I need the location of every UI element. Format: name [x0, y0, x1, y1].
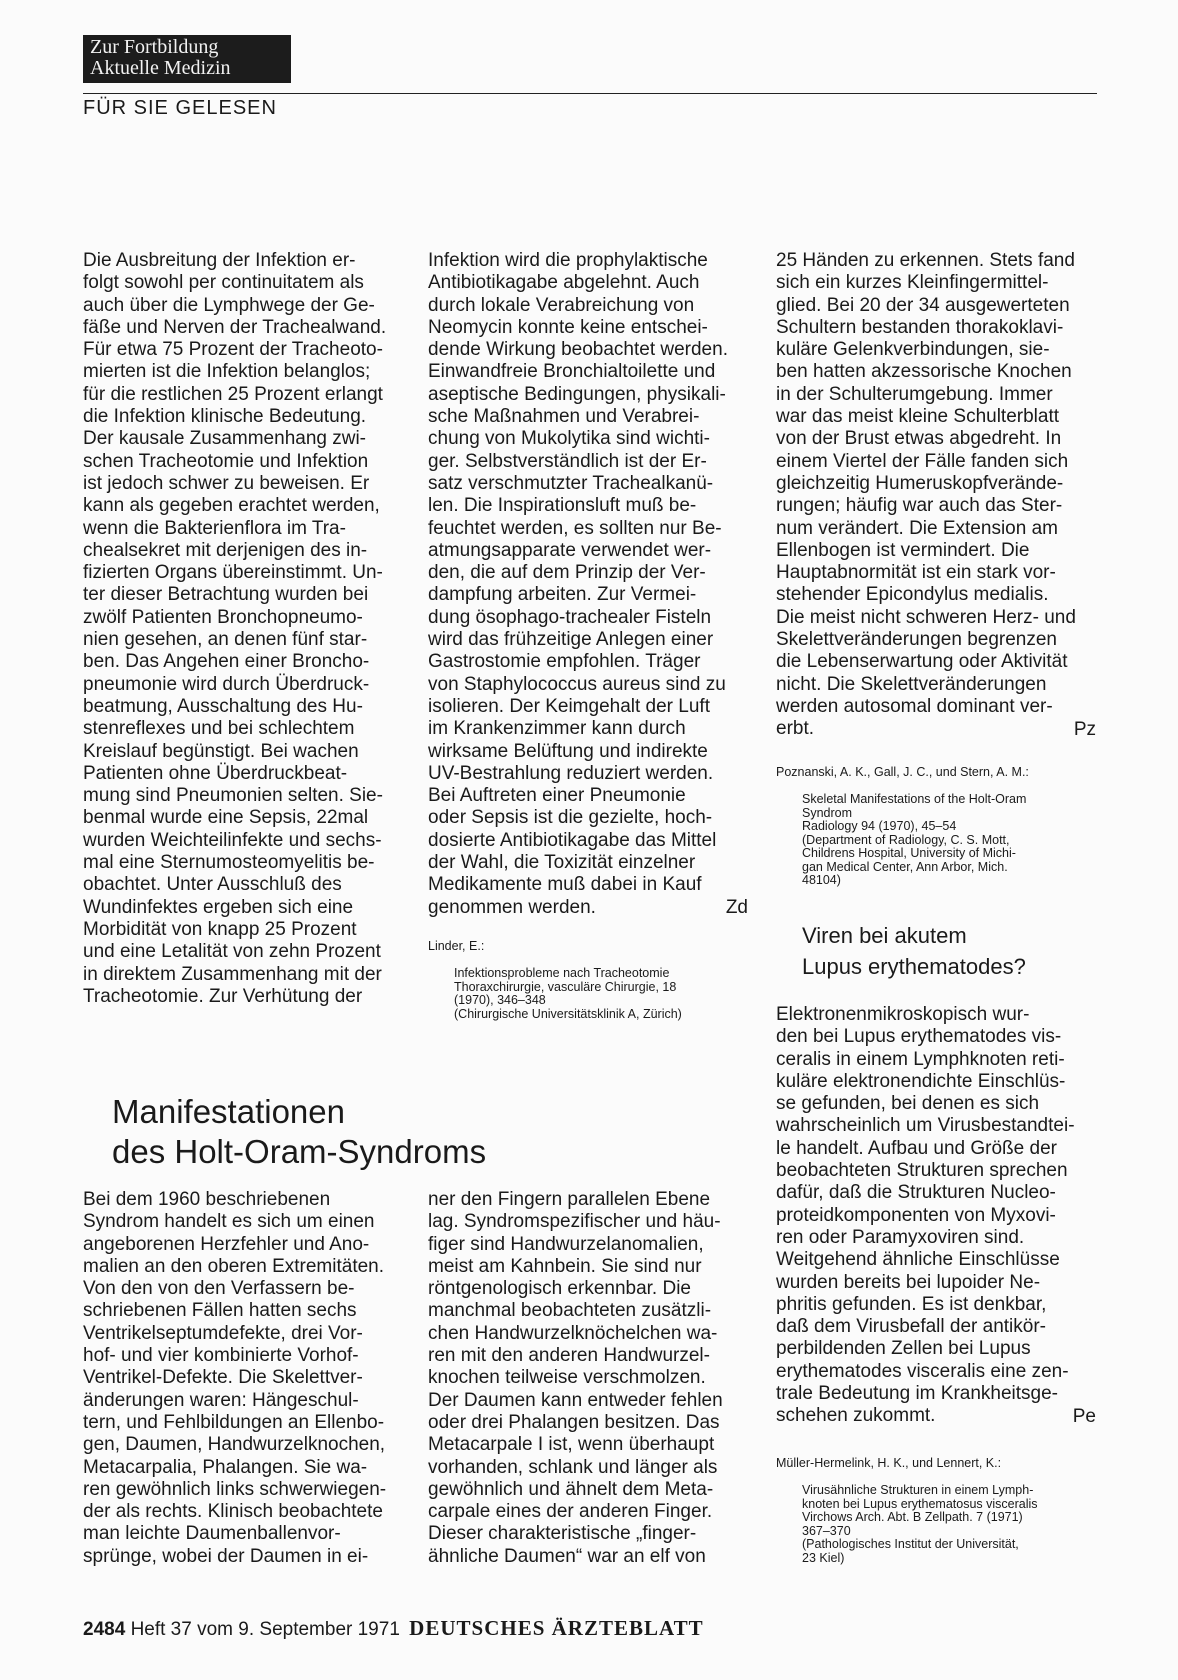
article2-ref-author: Poznanski, A. K., Gall, J. C., und Stern, A. M.: — [776, 765, 1029, 780]
article3-signature: Pe — [1072, 1405, 1096, 1427]
rubric-line-2: Aktuelle Medizin — [90, 57, 231, 79]
rubric-line-1: Zur Fortbildung — [90, 36, 219, 58]
header-rule — [83, 93, 1097, 94]
article2-ref-details: Skeletal Manifestations of the Holt-Oram Syndrom Radiology 94 (1970), 45–54 (Department of Radiology, C. S. Mott, Childrens Hospital, University of Michi- gan Medical Center, Ann Arbor, Mich. 48104) — [802, 792, 1027, 888]
article1-col1: Die Ausbreitung der Infektion er- folgt sowohl per continuitatem als auch über die Lymphwege der Ge- fäße und Nerven der Trachealwand. Für etwa 75 Prozent der Tracheoto- mierten ist die Infektion belanglos; für die restlichen 25 Prozent erlangt die Infektion klinische Bedeutung. Der kausale Zusammenhang zwi- schen Tracheotomie und Infektion ist jedoch schwer zu beweisen. Er kann als gegeben erachtet werden, wenn die Bakterienflora im Tra- chealsekret mit derjenigen des in- fizierten Organs übereinstimmt. Un- ter dieser Betrachtung wurden bei zwölf Patienten Bronchopneumo- nien gesehen, an denen fünf star- ben. Das Angehen einer Broncho- pneumonie wird durch Überdruck- beatmung, Ausschaltung des Hu- stenreflexes und bei schlechtem Kreislauf begünstigt. Bei wachen Patienten ohne Überdruckbeat- mung sind Pneumonien selten. Sie- benmal wurde eine Sepsis, 22mal wurden Weichteilinfekte und sechs- mal eine Sternumosteomyelitis be- obachtet. Unter Ausschluß des Wundinfektes ergeben sich eine Morbidität von knapp 25 Prozent und eine Letalität von zehn Prozent in direktem Zusammenhang mit der Tracheotomie. Zur Verhütung der — [83, 250, 387, 1007]
article1-signature: Zd — [725, 896, 748, 918]
article3-ref-author: Müller-Hermelink, H. K., und Lennert, K.: — [776, 1456, 1002, 1471]
page-footer — [83, 1616, 704, 1641]
article2-col2: ner den Fingern parallelen Ebene lag. Syndromspezifischer und häu- figer sind Handwurzelanomalien, meist am Kahnbein. Sie sind nur röntgenologisch erkennbar. Die manchmal beobachteten zusätzli- chen Handwurzelknöchelchen wa- ren mit den anderen Handwurzel- knochen teilweise verschmolzen. Der Daumen kann entweder fehlen oder drei Phalangen besitzen. Das Metacarpale I ist, wenn überhaupt vorhanden, schlank und länger als gewöhnlich und ähnelt dem Meta- carpale eines der anderen Finger. Dieser charakteristische „finger- ähnliche Daumen“ war an elf von — [428, 1189, 723, 1567]
journal-masthead: DEUTSCHES ÄRZTEBLATT — [409, 1616, 704, 1640]
article1-col2: Infektion wird die prophylaktische Antibiotikagabe abgelehnt. Auch durch lokale Verabreichung von Neomycin konnte keine entschei- dende Wirkung beobachtet werden. Einwandfreie Bronchialtoilette und aseptische Bedingungen, physikali- sche Maßnahmen und Verabrei- chung von Mukolytika sind wichti- ger. Selbstverständlich ist der Er- satz verschmutzter Trachealkanü- len. Die Inspirationsluft muß be- feuchtet werden, es sollten nur Be- atmungsapparate verwendet wer- den, die auf dem Prinzip der Ver- dampfung arbeiten. Zur Vermei- dung ösophago-trachealer Fisteln wird das frühzeitige Anlegen einer Gastrostomie empfohlen. Träger von Staphylococcus aureus sind zu isolieren. Der Keimgehalt der Luft im Krankenzimmer kann durch wirksame Belüftung und indirekte UV-Bestrahlung reduziert werden. Bei Auftreten einer Pneumonie oder Sepsis ist die gezielte, hoch- dosierte Antibiotikagabe das Mittel der Wahl, die Toxizität einzelner Medikamente muß dabei in Kauf genommen werden. — [428, 250, 728, 918]
article3-col3: Elektronenmikroskopisch wur- den bei Lupus erythematodes vis- ceralis in einem Lymphknoten reti- kuläre elektronendichte Einschlüs- se gefunden, bei denen es sich wahrscheinlich um Virusbestandtei- le handelt. Aufbau und Größe der beobachteten Strukturen sprechen dafür, daß die Strukturen Nucleo- proteidkomponenten von Myxovi- ren oder Paramyxoviren sind. Weitgehend ähnliche Einschlüsse wurden bereits bei lupoider Ne- phritis gefunden. Es ist denkbar, daß dem Virusbefall der antikör- perbildenden Zellen bei Lupus erythematodes visceralis eine zen- trale Bedeutung im Krankheitsge- schehen zukommt. — [776, 1004, 1075, 1427]
article2-title: Manifestationen des Holt-Oram-Syndroms — [112, 1093, 487, 1170]
article2-col3-block — [776, 250, 1096, 901]
article3-reference — [776, 1444, 1096, 1579]
article1-reference — [428, 927, 748, 1035]
issue-info: Heft 37 vom 9. September 1971 — [130, 1619, 400, 1640]
article2-col3: 25 Händen zu erkennen. Stets fand sich ein kurzes Kleinfingermittel- glied. Bei 20 der 34 ausgewerteten Schultern bestanden thorakoklavi- kuläre Gelenkverbindungen, sie- ben hatten akzessorische Knochen in der Schulterumgebung. Immer war das meist kleine Schulterblatt von der Brust etwas abgedreht. In einem Viertel der Fälle fanden sich gleichzeitig Humeruskopfverände- rungen; häufig war auch das Ster- num verändert. Die Extension am Ellenbogen ist vermindert. Die Hauptabnormität ist ein stark vor- stehender Epicondylus medialis. Die meist nicht schweren Herz- und Skelettveränderungen begrenzen die Lebenserwartung oder Aktivität nicht. Die Skelettveränderungen werden autosomal dominant ver- erbt. — [776, 250, 1076, 740]
section-title: FÜR SIE GELESEN — [83, 97, 277, 119]
article2-signature: Pz — [1073, 718, 1096, 740]
article3-title: Viren bei akutem Lupus erythematodes? — [802, 923, 1026, 979]
article1-ref-author: Linder, E.: — [428, 939, 485, 954]
page-number: 2484 — [83, 1619, 126, 1640]
article1-col2-block — [428, 250, 748, 1035]
article2-reference — [776, 753, 1096, 902]
article3-block — [776, 1004, 1096, 1579]
article3-ref-details: Virusähnliche Strukturen in einem Lymph- knoten bei Lupus erythematosus visceralis Virchows Arch. Abt. B Zellpath. 7 (1971) 367–370 (Pathologisches Institut der Universität, 23 Kiel) — [802, 1483, 1038, 1565]
article2-col1: Bei dem 1960 beschriebenen Syndrom handelt es sich um einen angeborenen Herzfehler und Ano- malien an den oberen Extremitäten. Von den von den Verfassern be- schriebenen Fällen hatten sechs Ventrikelseptumdefekte, drei Vor- hof- und vier kombinierte Vorhof- Ventrikel-Defekte. Die Skelettver- änderungen waren: Hängeschul- tern, und Fehlbildungen an Ellenbo- gen, Daumen, Handwurzelknochen, Metacarpalia, Phalangen. Sie wa- ren gewöhnlich links schwerwiegen- der als rechts. Klinisch beobachtete man leichte Daumenballenvor- sprünge, wobei der Daumen in ei- — [83, 1189, 387, 1567]
rubric-box — [83, 35, 291, 83]
article1-ref-details: Infektionsprobleme nach Tracheotomie Thoraxchirurgie, vasculäre Chirurgie, 18 (1970), 346–348 (Chirurgische Universitätsklinik A, Zürich) — [454, 966, 682, 1021]
